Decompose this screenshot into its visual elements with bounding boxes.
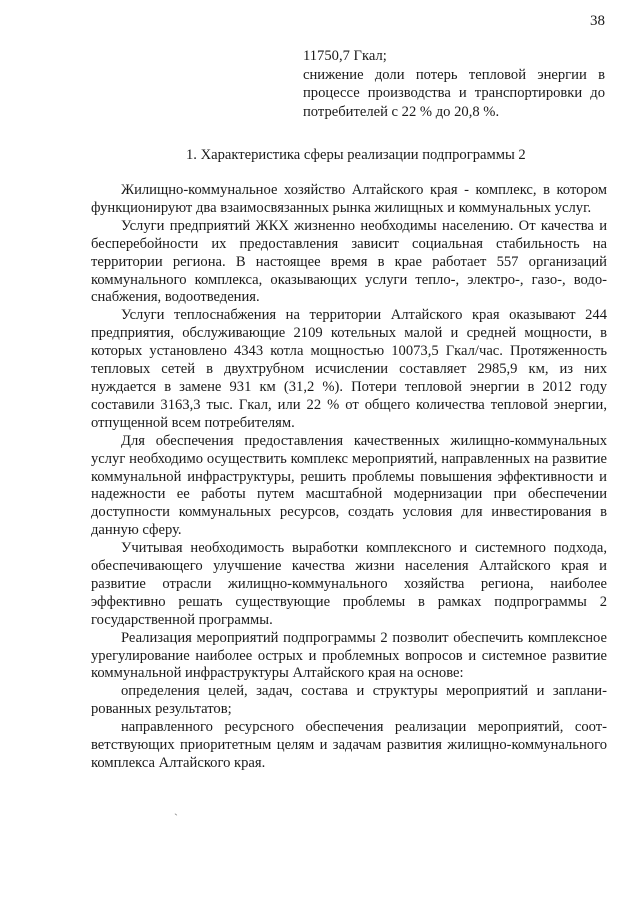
body-paragraph: Услуги теплоснабжения на территории Алтайского края оказывают 244 предприятия, обслуживающие 2109 котельных малой и средней мощности, в которых установлено 4343 котла мощностью 10073,5 Гкал/час. Протяженность тепловых сетей в двухтрубном исчислении составляет 2985,9 км, из них нуждается в замене 931 км (31,2 %). Потери тепловой энергии в 2012 году составили 3163,3 тыс. Гкал, или 22 % от общего количества тепловой энергии, отпущенной всем потребителям.: [91, 307, 607, 431]
body-paragraph: Услуги предприятий ЖКХ жизненно необходимы населению. От качества и бесперебойности их предоставления зависит социальная стабильность на территории региона. В настоящее время в крае работает 557 организаций коммунального комплекса, оказывающих услуги тепло-, электро-, газо-, водоснабжения, водоотведения.: [91, 217, 607, 306]
body-paragraph: направленного ресурсного обеспечения реализации мероприятий, соответствующих приоритетным целям и задачам развития жилищно-коммунального комплекса Алтайского края.: [91, 719, 607, 771]
document-body: [91, 182, 607, 773]
continued-list-item: снижение доли потерь тепловой энергии в процессе производства и транспортировки до потребителей с 22 % до 20,8 %.: [303, 66, 605, 120]
body-paragraph: Для обеспечения предоставления качественных жилищно-коммунальных услуг необходимо осуществить комплекс мероприятий, направленных на развитие коммунальной инфраструктуры, решить проблемы повышения эффективности и надежности ее работы путем масштабной модернизации при обеспечении доступности коммунальных ресурсов, создать условия для инвестирования в данную сферу.: [91, 432, 607, 539]
continued-list-item: 11750,7 Гкал;: [303, 48, 387, 64]
continued-list-block: [303, 47, 605, 121]
stray-mark: `: [174, 811, 178, 825]
section-heading: 1. Характеристика сферы реализации подпрограммы 2: [186, 147, 526, 163]
body-paragraph: определения целей, задач, состава и структуры мероприятий и запланированных результатов;: [91, 683, 607, 718]
body-paragraph: Реализация мероприятий подпрограммы 2 позволит обеспечить комплексное урегулирование наиболее острых и проблемных вопросов и системное развитие коммунальной инфраструктуры Алтайского края на основе:: [91, 629, 607, 682]
page-number: 38: [590, 13, 605, 29]
body-paragraph: Жилищно-коммунальное хозяйство Алтайского края - комплекс, в котором функционируют два взаимосвязанных рынка жилищных и коммунальных услуг.: [91, 182, 607, 216]
body-paragraph: Учитывая необходимость выработки комплексного и системного подхода, обеспечивающего улучшение качества жизни населения Алтайского края и развитие отрасли жилищно-коммунального хозяйства региона, наиболее эффективно решать существующие проблемы в рамках подпрограммы 2 государственной программы.: [91, 540, 607, 628]
